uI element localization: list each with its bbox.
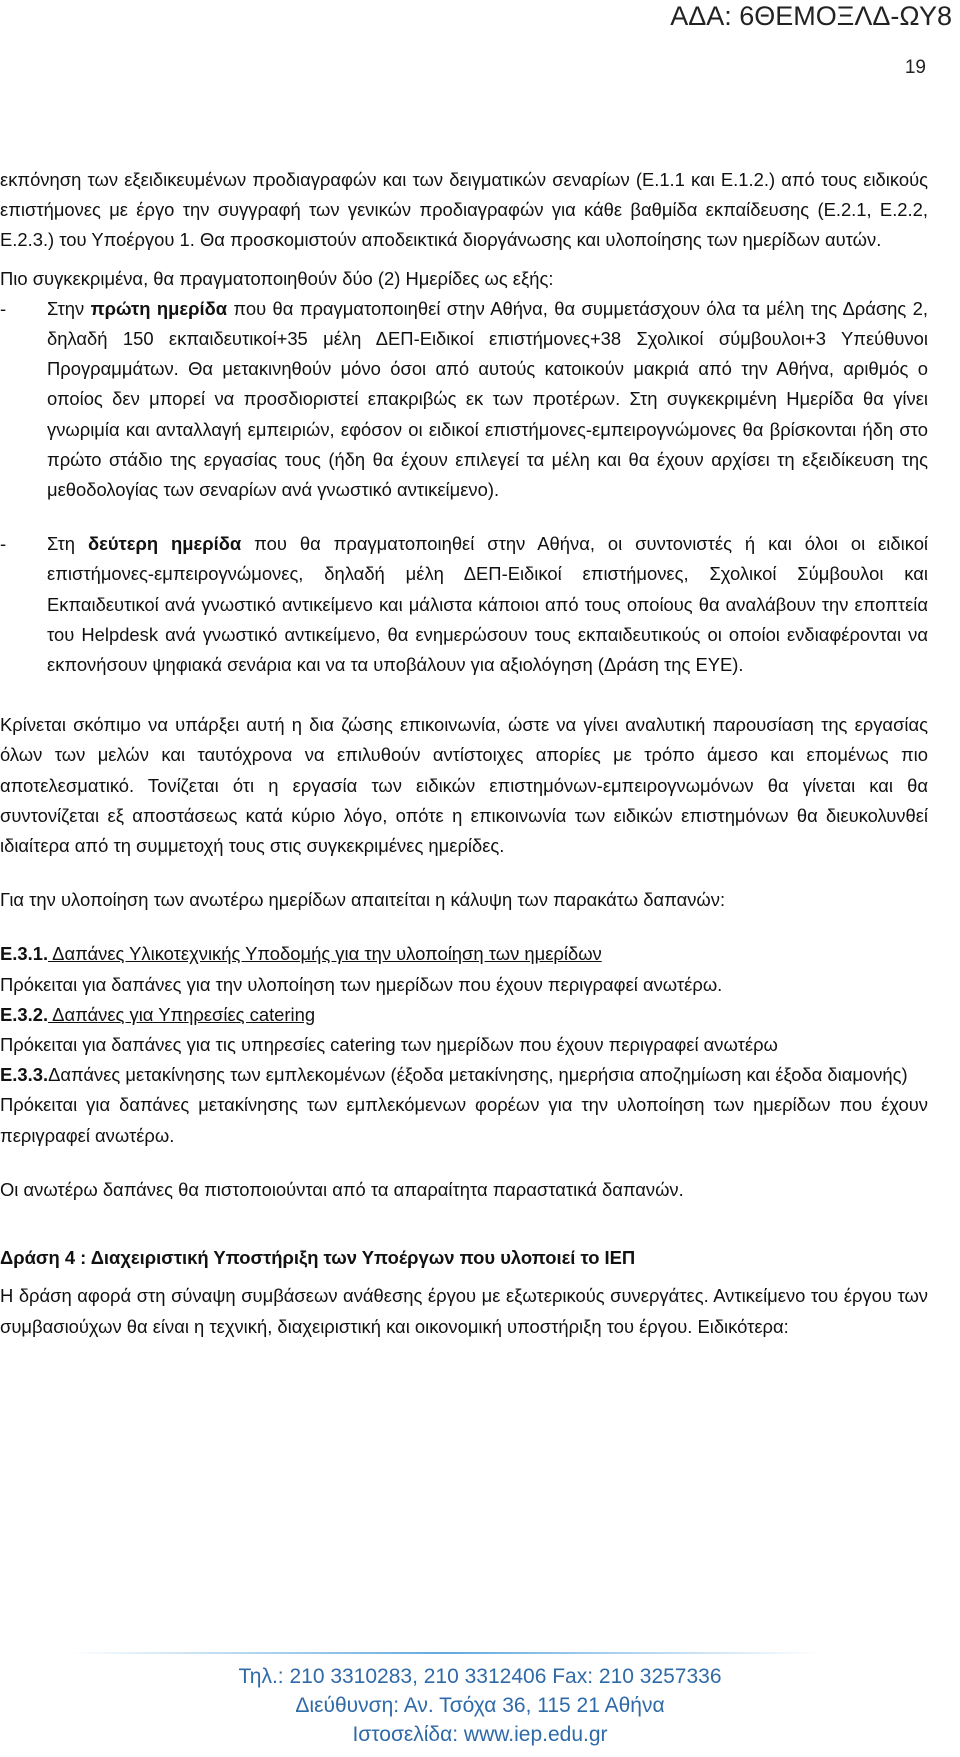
second-workshop-bold: δεύτερη ημερίδα [87,533,242,555]
cost-title-e33: Δαπάνες μετακίνησης των εμπλεκομένων (έξοδα μετακίνησης, ημερήσια αποζημίωση και έξοδα διαμονής) [48,1064,908,1086]
first-workshop-bold: πρώτη ημερίδα [90,297,228,319]
cost-text-e32: Πρόκειται για δαπάνες για τις υπηρεσίες catering των ημερίδων που έχουν περιγραφεί ανωτέρω [0,1034,778,1056]
cost-title-e31: Δαπάνες Υλικοτεχνικής Υποδομής για την υλοποίηση των ημερίδων [48,943,602,965]
footer-divider [70,1652,820,1654]
paragraph-costs-intro: Για την υλοποίηση των ανωτέρω ημερίδων απαιτείται η κάλυψη των παρακάτω δαπανών: [0,889,726,911]
cost-title-e32: Δαπάνες για Υπηρεσίες catering [48,1003,316,1025]
list-item-first-workshop [0,294,928,505]
page-footer [0,1652,960,1757]
paragraph-certification: Οι ανωτέρω δαπάνες θα πιστοποιούνται από τα απαραίτητα παραστατικά δαπανών. [0,1178,684,1200]
paragraph-intro: εκπόνηση των εξειδικευμένων προδιαγραφών και των δειγματικών σεναρίων (Ε.1.1 και Ε.1.2.) από τους ειδικούς επιστήμονες με έργο την συγγραφή των γενικών προδιαγραφών για κάθε βαθμίδα εκπαίδευσης (Ε.2.1, Ε.2.2, Ε.2.3.) του Υποέργου 1. Θα προσκομιστούν αποδεικτικά διοργάνωσης και υλοποίησης των ημερίδων αυτών. [0,169,928,251]
cost-code-e32: Ε.3.2. [0,1003,49,1025]
footer-contact [0,1662,960,1749]
footer-website: Ιστοσελίδα: www.iep.edu.gr [352,1723,608,1746]
second-workshop-pre: Στη [47,533,88,555]
paragraph-workshops: Πιο συγκεκριμένα, θα πραγματοποιηθούν δύο (2) Ημερίδες ως εξής: [0,267,554,289]
first-workshop-pre: Στην [47,297,91,319]
document-body [0,165,928,1342]
section-title-action4: Δράση 4 : Διαχειριστική Υποστήριξη των Υποέργων που υλοποιεί το ΙΕΠ [0,1247,636,1269]
bullet-marker: - [0,297,7,319]
list-item-second-workshop [0,529,928,680]
first-workshop-text [47,294,928,505]
cost-text-e31: Πρόκειται για δαπάνες για την υλοποίηση των ημερίδων που έχουν περιγραφεί ανωτέρω. [0,973,723,995]
paragraph-communication: Κρίνεται σκόπιμο να υπάρξει αυτή η δια ζώσης επικοινωνία, ώστε να γίνει αναλυτική παρουσίαση της εργασίας όλων των μελών και ταυτόχρονα να επιλυθούν αντίστοιχες απορίες με τρόπο άμεσο και επομένως πιο αποτελεσματικό. Τονίζεται ότι η εργασία των ειδικών επιστημόνων-εμπειρογνωμόνων θα γίνεται και θα συντονίζεται εξ αποστάσεως κατά κύριο λόγο, οπότε η επικοινωνία των ειδικών επιστημόνων θα διευκολυνθεί ιδιαίτερα από τη συμμετοχή τους στις συγκεκριμένες ημερίδες. [0,714,928,857]
page-number: 19 [904,57,926,78]
cost-code-e33: Ε.3.3. [0,1064,49,1086]
cost-text-e33: Πρόκειται για δαπάνες μετακίνησης των εμπλεκόμενων φορέων για την υλοποίηση των ημερίδων που έχουν περιγραφεί ανωτέρω. [0,1094,928,1146]
cost-code-e31: Ε.3.1. [0,943,49,965]
cost-heading-e31 [0,939,928,969]
footer-phone: Τηλ.: 210 3310283, 210 3312406 Fax: 210 3257336 [238,1665,722,1688]
cost-heading-e33 [0,1060,928,1090]
second-workshop-post: που θα πραγματοποιηθεί στην Αθήνα, οι συντονιστές ή και όλοι οι ειδικοί επιστήμονες-εμπειρογνώμονες, δηλαδή μέλη ΔΕΠ-Ειδικοί επιστήμονες, Σχολικοί Σύμβουλοι και Εκπαιδευτικοί ανά γνωστικό αντικείμενο και μάλιστα κάποιοι από τους οποίους θα αναλάβουν την εποπτεία του Helpdesk ανά γνωστικό αντικείμενο, θα ενημερώσουν τους εκπαιδευτικούς οι οποίοι ενδιαφέρονται να εκπονήσουν ψηφιακά σενάρια και να τα υποβάλουν για αξιολόγηση (Δράση της ΕΥΕ). [47,533,929,676]
first-workshop-post: που θα πραγματοποιηθεί στην Αθήνα, θα συμμετάσχουν όλα τα μέλη της Δράσης 2, δηλαδή 150 εκπαιδευτικοί+35 μέλη ΔΕΠ-Ειδικοί επιστήμονες+38 Σχολικοί σύμβουλοι+3 Υπεύθυνοι Προγραμμάτων. Θα μετακινηθούν μόνο όσοι από αυτούς κατοικούν μακριά από την Αθήνα, αριθμός ο οποίος δεν μπορεί να προσδιοριστεί επακριβώς εκ των προτέρων. Στη συγκεκριμένη Ημερίδα θα γίνει γνωριμία και ανταλλαγή εμπειριών, εφόσον οι ειδικοί επιστήμονες-εμπειρογνώμονες θα βρίσκονται ήδη στο πρώτο στάδιο της εργασίας τους (ήδη θα έχουν επιλεγεί τα μέλη και θα έχουν αρχίσει τη εξειδίκευση της μεθοδολογίας των σεναρίων ανά γνωστικό αντικείμενο). [47,297,928,501]
cost-heading-e32 [0,1000,928,1030]
ada-code: ΑΔΑ: 6ΘΕΜΟΞΛΔ-ΩΥ8 [670,1,952,31]
bullet-marker: - [0,533,7,555]
footer-address: Διεύθυνση: Αν. Τσόχα 36, 115 21 Αθήνα [295,1694,665,1717]
second-workshop-text [47,529,928,680]
paragraph-action4: Η δράση αφορά στη σύναψη συμβάσεων ανάθεσης έργου με εξωτερικούς συνεργάτες. Αντικείμενο του έργου των συμβασιούχων θα είναι η τεχνική, διαχειριστική και οικονομική υποστήριξη του έργου. Ειδικότερα: [0,1285,928,1337]
